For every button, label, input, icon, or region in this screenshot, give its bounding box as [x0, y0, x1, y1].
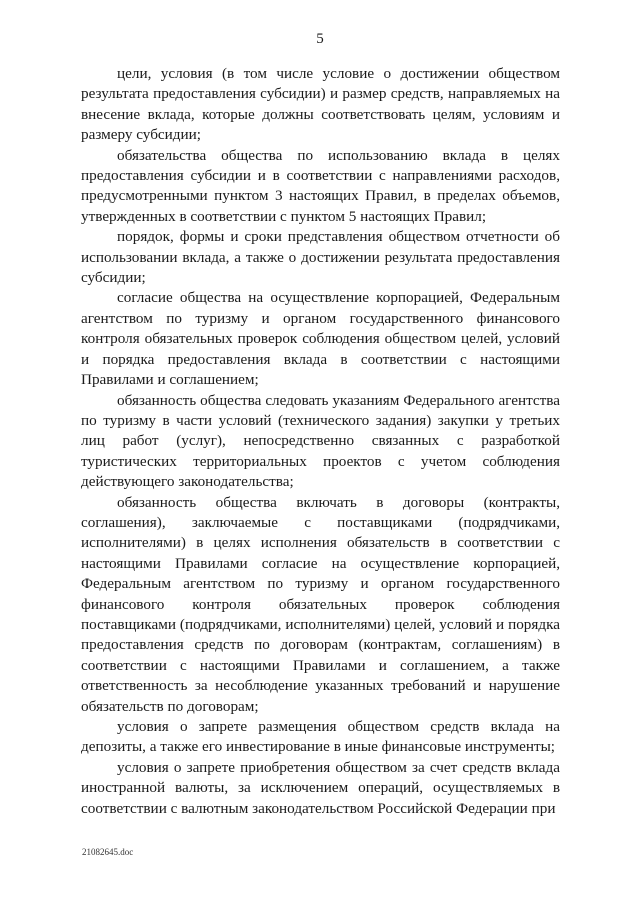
paragraph-purposes-conditions: цели, условия (в том числе условие о достижении обществом результата предоставления субсидии) и размер средств, направляемых на внесение вклада, которые должны соответствовать целям, условиям и размеру субсидии; [81, 65, 560, 144]
paragraph-inspection-consent: согласие общества на осуществление корпорацией, Федеральным агентством по туризму и органом государственного финансового контроля обязательных проверок соблюдения обществом целей, условий и порядка предоставления вклада в соответствии с настоящими Правилами и соглашением; [81, 289, 560, 389]
paragraph-procurement-obligation: обязанность общества следовать указаниям Федерального агентства по туризму в части условий (технического задания) закупки у третьих лиц работ (услуг), непосредственно связанных с разработкой туристических территориальных проектов с учетом соблюдения действующего законодательства; [81, 391, 560, 491]
page-number: 5 [316, 31, 324, 47]
paragraph-obligations-usage: обязательства общества по использованию вклада в целях предоставления субсидии и в соответствии с направлениями расходов, предусмотренными пунктом 3 настоящих Правил, в пределах объемов, утвержденных в соответствии с пунктом 5 настоящих Правил; [81, 146, 560, 225]
paragraph-contractor-clauses: обязанность общества включать в договоры (контракты, соглашения), заключаемые с поставщиками (подрядчиками, исполнителями) в целях исполнения обязательств в соответствии с настоящими Правилами согласие на осуществление корпорацией, Федеральным агентством по туризму и органом государственного финансового контроля обязательных проверок соблюдения поставщиками (подрядчиками, исполнителями) целей, условий и порядка предоставления средств по договорам (контрактам, соглашениям) в соответствии с настоящими Правилами и соглашением, а также ответственность за несоблюдение указанных требований и нарушение обязательств по договорам; [81, 493, 560, 715]
paragraph-currency-ban: условия о запрете приобретения обществом за счет средств вклада иностранной валюты, за исключением операций, осуществляемых в соответствии с валютным законодательством Российской Федерации при [81, 758, 560, 817]
paragraph-deposit-ban: условия о запрете размещения обществом средств вклада на депозиты, а также его инвестирование в иные финансовые инструменты; [81, 718, 560, 756]
document-body [81, 64, 560, 819]
document-code: 21082645.doc [82, 847, 134, 857]
paragraph-reporting: порядок, формы и сроки представления обществом отчетности об использовании вклада, а также о достижении результата предоставления субсидии; [81, 228, 560, 287]
